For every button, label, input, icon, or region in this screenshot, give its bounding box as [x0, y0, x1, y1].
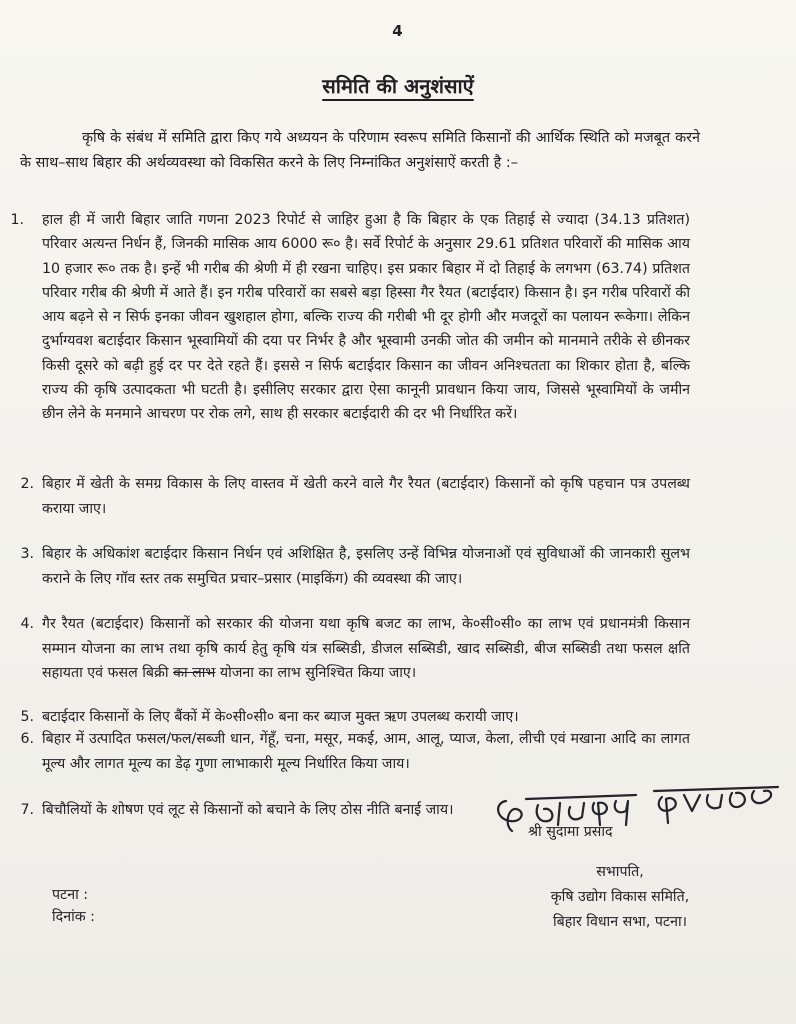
struck-text: का लाभ: [173, 665, 216, 681]
item-number: 1.: [10, 212, 24, 228]
item-text: बटाईदार किसानों के लिए बैंकों में के०सी०सी० बना कर ब्याज मुक्त ऋण उपलब्ध करायी जाए।: [42, 709, 519, 725]
designation-line: बिहार विधान सभा, पटना।: [552, 914, 688, 930]
recommendation-item-2: [20, 472, 690, 521]
item-text-continued: योजना का लाभ सुनिश्चित किया जाए।: [215, 665, 417, 681]
item-text: बिहार के अधिकांश बटाईदार किसान निर्धन एवं अशिक्षित है, इसलिए उन्हें विभिन्न योजनाओं एवं सुविधाओं की जानकारी सुलभ कराने के लिए गॉव स्तर तक समुचित प्रचार–प्रसार (माइकिंग) की व्यवस्था की जाए।: [42, 546, 690, 587]
item-text: बिहार में खेती के समग्र विकास के लिए वास्तव में खेती करने वाले गैर रैयत (बटाईदार) किसानों को कृषि पहचान पत्र उपलब्ध कराया जाए।: [42, 476, 690, 517]
item-text: हाल ही में जारी बिहार जाति गणना 2023 रिपोर्ट से जाहिर हुआ है कि बिहार के एक तिहाई से ज्यादा (34.13 प्रतिशत) परिवार अत्यन्त निर्धन हैं, जिनकी मासिक आय 6000 रू० है। सर्वे रिपोर्ट के अनुसार 29.61 प्रतिशत परिवारों की मासिक आय 10 हजार रू० तक है। इन्हें भी गरीब की श्रेणी में ही रखना चाहिए। इस प्रकार बिहार में दो तिहाई के लगभग (63.74) प्रतिशत परिवार गरीब की श्रेणी में आते हैं। इन गरीब परिवारों का सबसे बड़ा हिस्सा गैर रैयत (बटाईदार) किसान है। इन गरीब परिवारों की आय बढ़ने से न सिर्फ इनका जीवन खुशहाल होगा, बल्कि राज्य की गरीबी भी दूर होगी और मजदूरों का पलायन रूकेगा। लेकिन दुर्भाग्यवश बटाईदार किसान भूस्वामियों की दया पर निर्भर है और भूस्वामी उनकी जोत की जमीन को मानमाने तरीके से छीनकर किसी दूसरे को बढ़ी हुई दर पर देते रहते हैं। इससे न सिर्फ बटाईदार किसान का जीवन अनिश्चतता का शिकार होता है, बल्कि राज्य की कृषि उत्पादकता भी घटती है। इसीलिए सरकार द्वारा ऐसा कानूनी प्रावधान किया जाय, जिससे भूस्वामियों के जमीन छीन लेने के मनमाने आचरण पर रोक लगे, साथ ही सरकार बटाईदारी की दर भी निर्धारित करें।: [42, 212, 690, 423]
signatory-designation: [510, 860, 730, 935]
item-number: 6.: [20, 731, 34, 747]
intro-paragraph: कृषि के संबंध में समिति द्वारा किए गये अध्ययन के परिणाम स्वरूप समिति किसानों की आर्थिक स्थिति को मजबूत करने के साथ–साथ बिहार की अर्थव्यवस्था को विकसित करने के लिए निम्नांकित अनुशंसाऐं करती है :–: [20, 130, 700, 171]
page-title: समिति की अनुशंसाऐं: [322, 74, 474, 98]
item-number: 7.: [20, 802, 34, 818]
item-number: 2.: [20, 476, 34, 492]
recommendation-item-3: [20, 542, 690, 591]
designation-line: सभापति,: [596, 864, 644, 880]
designation-line: कृषि उद्योग विकास समिति,: [550, 889, 690, 905]
item-number: 5.: [20, 709, 34, 725]
recommendation-item-1: [10, 208, 690, 427]
place-label: पटना :: [52, 887, 89, 903]
place-date-block: [52, 884, 95, 928]
item-text: बिचौलियों के शोषण एवं लूट से किसानों को बचाने के लिए ठोस नीति बनाई जाय।: [42, 802, 454, 818]
date-label: दिनांक :: [52, 909, 95, 925]
recommendation-item-5: [20, 705, 690, 730]
signatory-name: श्री सुदामा प्रसाद: [528, 824, 613, 840]
recommendation-item-4: [20, 612, 690, 686]
item-text: गैर रैयत (बटाईदार) किसानों को सरकार की योजना यथा कृषि बजट का लाभ, के०सी०सी० का लाभ एवं प्रधानमंत्री किसान सम्मान योजना का लाभ तथा कृषि कार्य हेतु कृषि यंत्र सब्सिडी, डीजल सब्सिडी, खाद सब्सिडी, बीज सब्सिडी तथा फसल क्षति सहायता एवं फसल बिक्री: [42, 616, 690, 681]
recommendation-item-6: [20, 727, 690, 776]
item-number: 4.: [20, 616, 34, 632]
item-number: 3.: [20, 546, 34, 562]
item-text: बिहार में उत्पादित फसल/फल/सब्जी धान, गेंहूँ, चना, मसूर, मकई, आम, आलू, प्याज, केला, लीची एवं मखाना आदि का लागत मूल्य और लागत मूल्य का डेढ़ गुणा लाभाकारी मूल्य निर्धारित किया जाय।: [42, 731, 690, 772]
page-number: 4: [392, 22, 404, 40]
